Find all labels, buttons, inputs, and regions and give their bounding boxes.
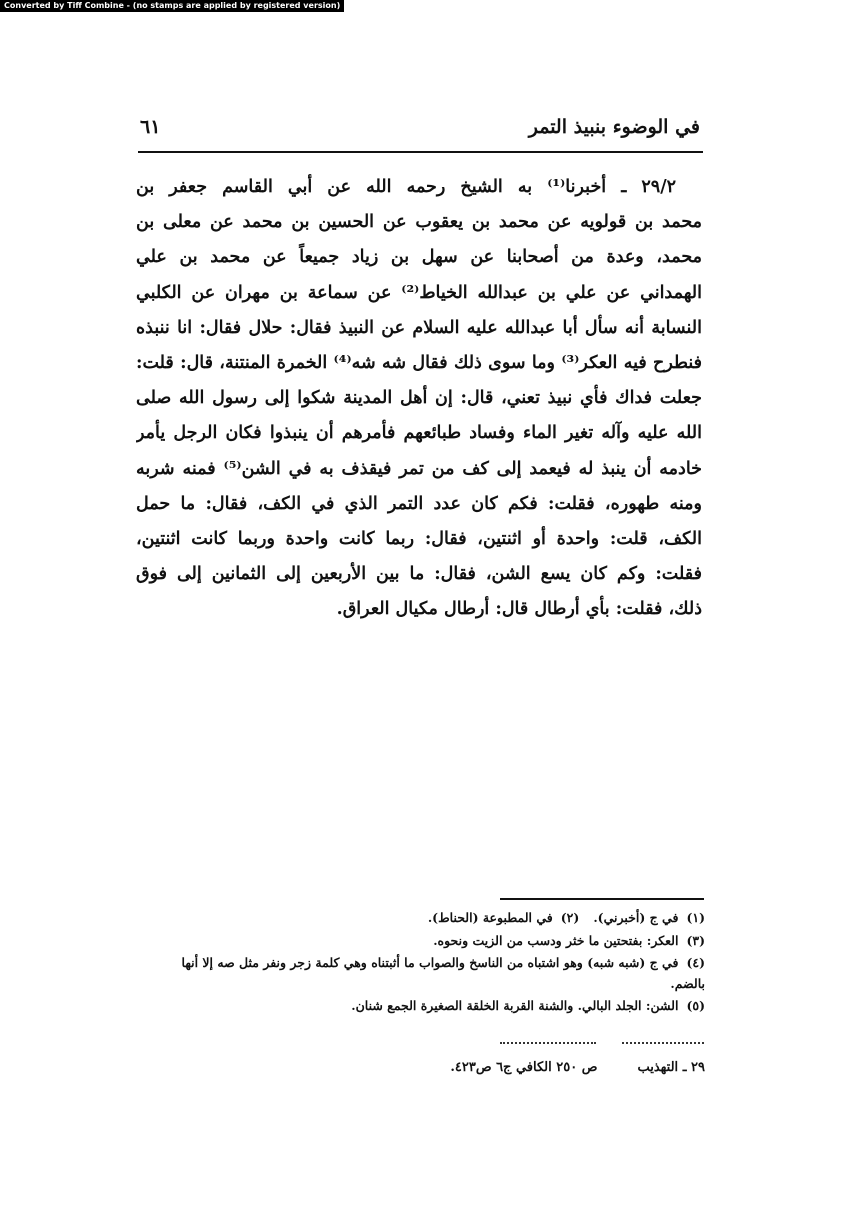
- footnote-text: في المطبوعة (الحناط).: [427, 910, 553, 925]
- page-number: ٦١: [140, 116, 161, 138]
- footnote-text: في ج (شبه شبه) وهو اشتباه من الناسخ والصواب ما أثبتناه وهي كلمة زجر ونفر مثل صه إلا أنها بالضم.: [181, 955, 705, 991]
- footnote-text: في ج (أخبرني).: [593, 910, 679, 925]
- footnotes: [145, 906, 705, 1017]
- footnote-number: (٤): [686, 955, 705, 970]
- page-header: [140, 112, 700, 152]
- footnote-number: (٣): [686, 933, 705, 948]
- footnote-number: (٢): [560, 910, 580, 925]
- text-line: الله عليه وآله تغير الماء وفساد طبائعهم فأمرهم أن ينبذوا فكان الرجل يأمر: [136, 423, 702, 444]
- source-reference: [390, 1060, 705, 1075]
- footnote-row: [145, 994, 705, 1017]
- text-line: الكف، قلت: واحدة أو اثنتين، فقال: ربما كانت واحدة وربما كانت اثنتين،: [136, 528, 702, 549]
- text-line: النسابة أنه سأل أبا عبدالله عليه السلام عن النبيذ فقال: حلال فقال: انا ننبذه: [136, 317, 702, 338]
- text-line: فقلت: وكم كان يسع الشن، فقال: ما بين الأربعين إلى الثمانين إلى فوق: [136, 564, 702, 585]
- text-line: خادمه أن ينبذ له فيعمد إلى كف من تمر فيقذف به في الشن⁽⁵⁾ فمنه شربه: [136, 458, 702, 479]
- text-line: محمد بن قولويه عن محمد بن يعقوب عن الحسين بن محمد عن معلى بن: [136, 212, 702, 233]
- source-ref-kafi: الكافي ج٦ ص٤٢٣.: [450, 1060, 552, 1075]
- dotted-separator: [622, 1042, 704, 1050]
- text-line: ذلك، فقلت: بأي أرطال قال: أرطال مكيال العراق.: [336, 599, 702, 620]
- source-ref-tahdhib: ص ٢٥٠: [556, 1060, 598, 1075]
- text-line: جعلت فداك فأي نبيذ تعني، قال: إن أهل المدينة شكوا إلى رسول الله صلى: [136, 388, 702, 409]
- text-line: ٢٩/٢ ـ أخبرنا⁽¹⁾ به الشيخ رحمه الله عن أبي القاسم جعفر بن: [136, 177, 676, 197]
- text-line: ومنه طهوره، فقلت: فكم كان عدد التمر الذي في الكف، فقال: ما حمل: [136, 493, 702, 514]
- footnote-row: [145, 952, 705, 994]
- footnote-text: العكر: بفتحتين ما خثر ودسب من الزيت ونحوه.: [433, 933, 679, 948]
- header-rule: [138, 151, 703, 153]
- footnote-row: [145, 906, 705, 929]
- footnote-row: [145, 929, 705, 952]
- footnote-number: (١): [686, 910, 705, 925]
- text-line: فنطرح فيه العكر⁽³⁾ وما سوى ذلك فقال شه شه⁽⁴⁾ الخمرة المنتنة، قال: قلت:: [136, 352, 702, 373]
- main-text: [136, 170, 702, 627]
- text-line: الهمداني عن علي بن عبدالله الخياط⁽²⁾ عن سماعة بن مهران عن الكلبي: [136, 282, 702, 303]
- running-title: في الوضوء بنبيذ التمر: [528, 116, 700, 138]
- source-label: ٢٩ ـ التهذيب: [637, 1060, 705, 1075]
- footnote-text: الشن: الجلد البالي. والشنة القربة الخلقة الصغيرة الجمع شنان.: [351, 998, 679, 1013]
- dotted-separator: [500, 1042, 596, 1050]
- text-line: محمد، وعدة من أصحابنا عن سهل بن زياد جميعاً عن محمد بن علي: [136, 247, 702, 268]
- footnote-rule: [500, 898, 704, 900]
- footnote-number: (٥): [686, 998, 705, 1013]
- converter-banner: Converted by Tiff Combine - (no stamps are applied by registered version): [0, 0, 344, 12]
